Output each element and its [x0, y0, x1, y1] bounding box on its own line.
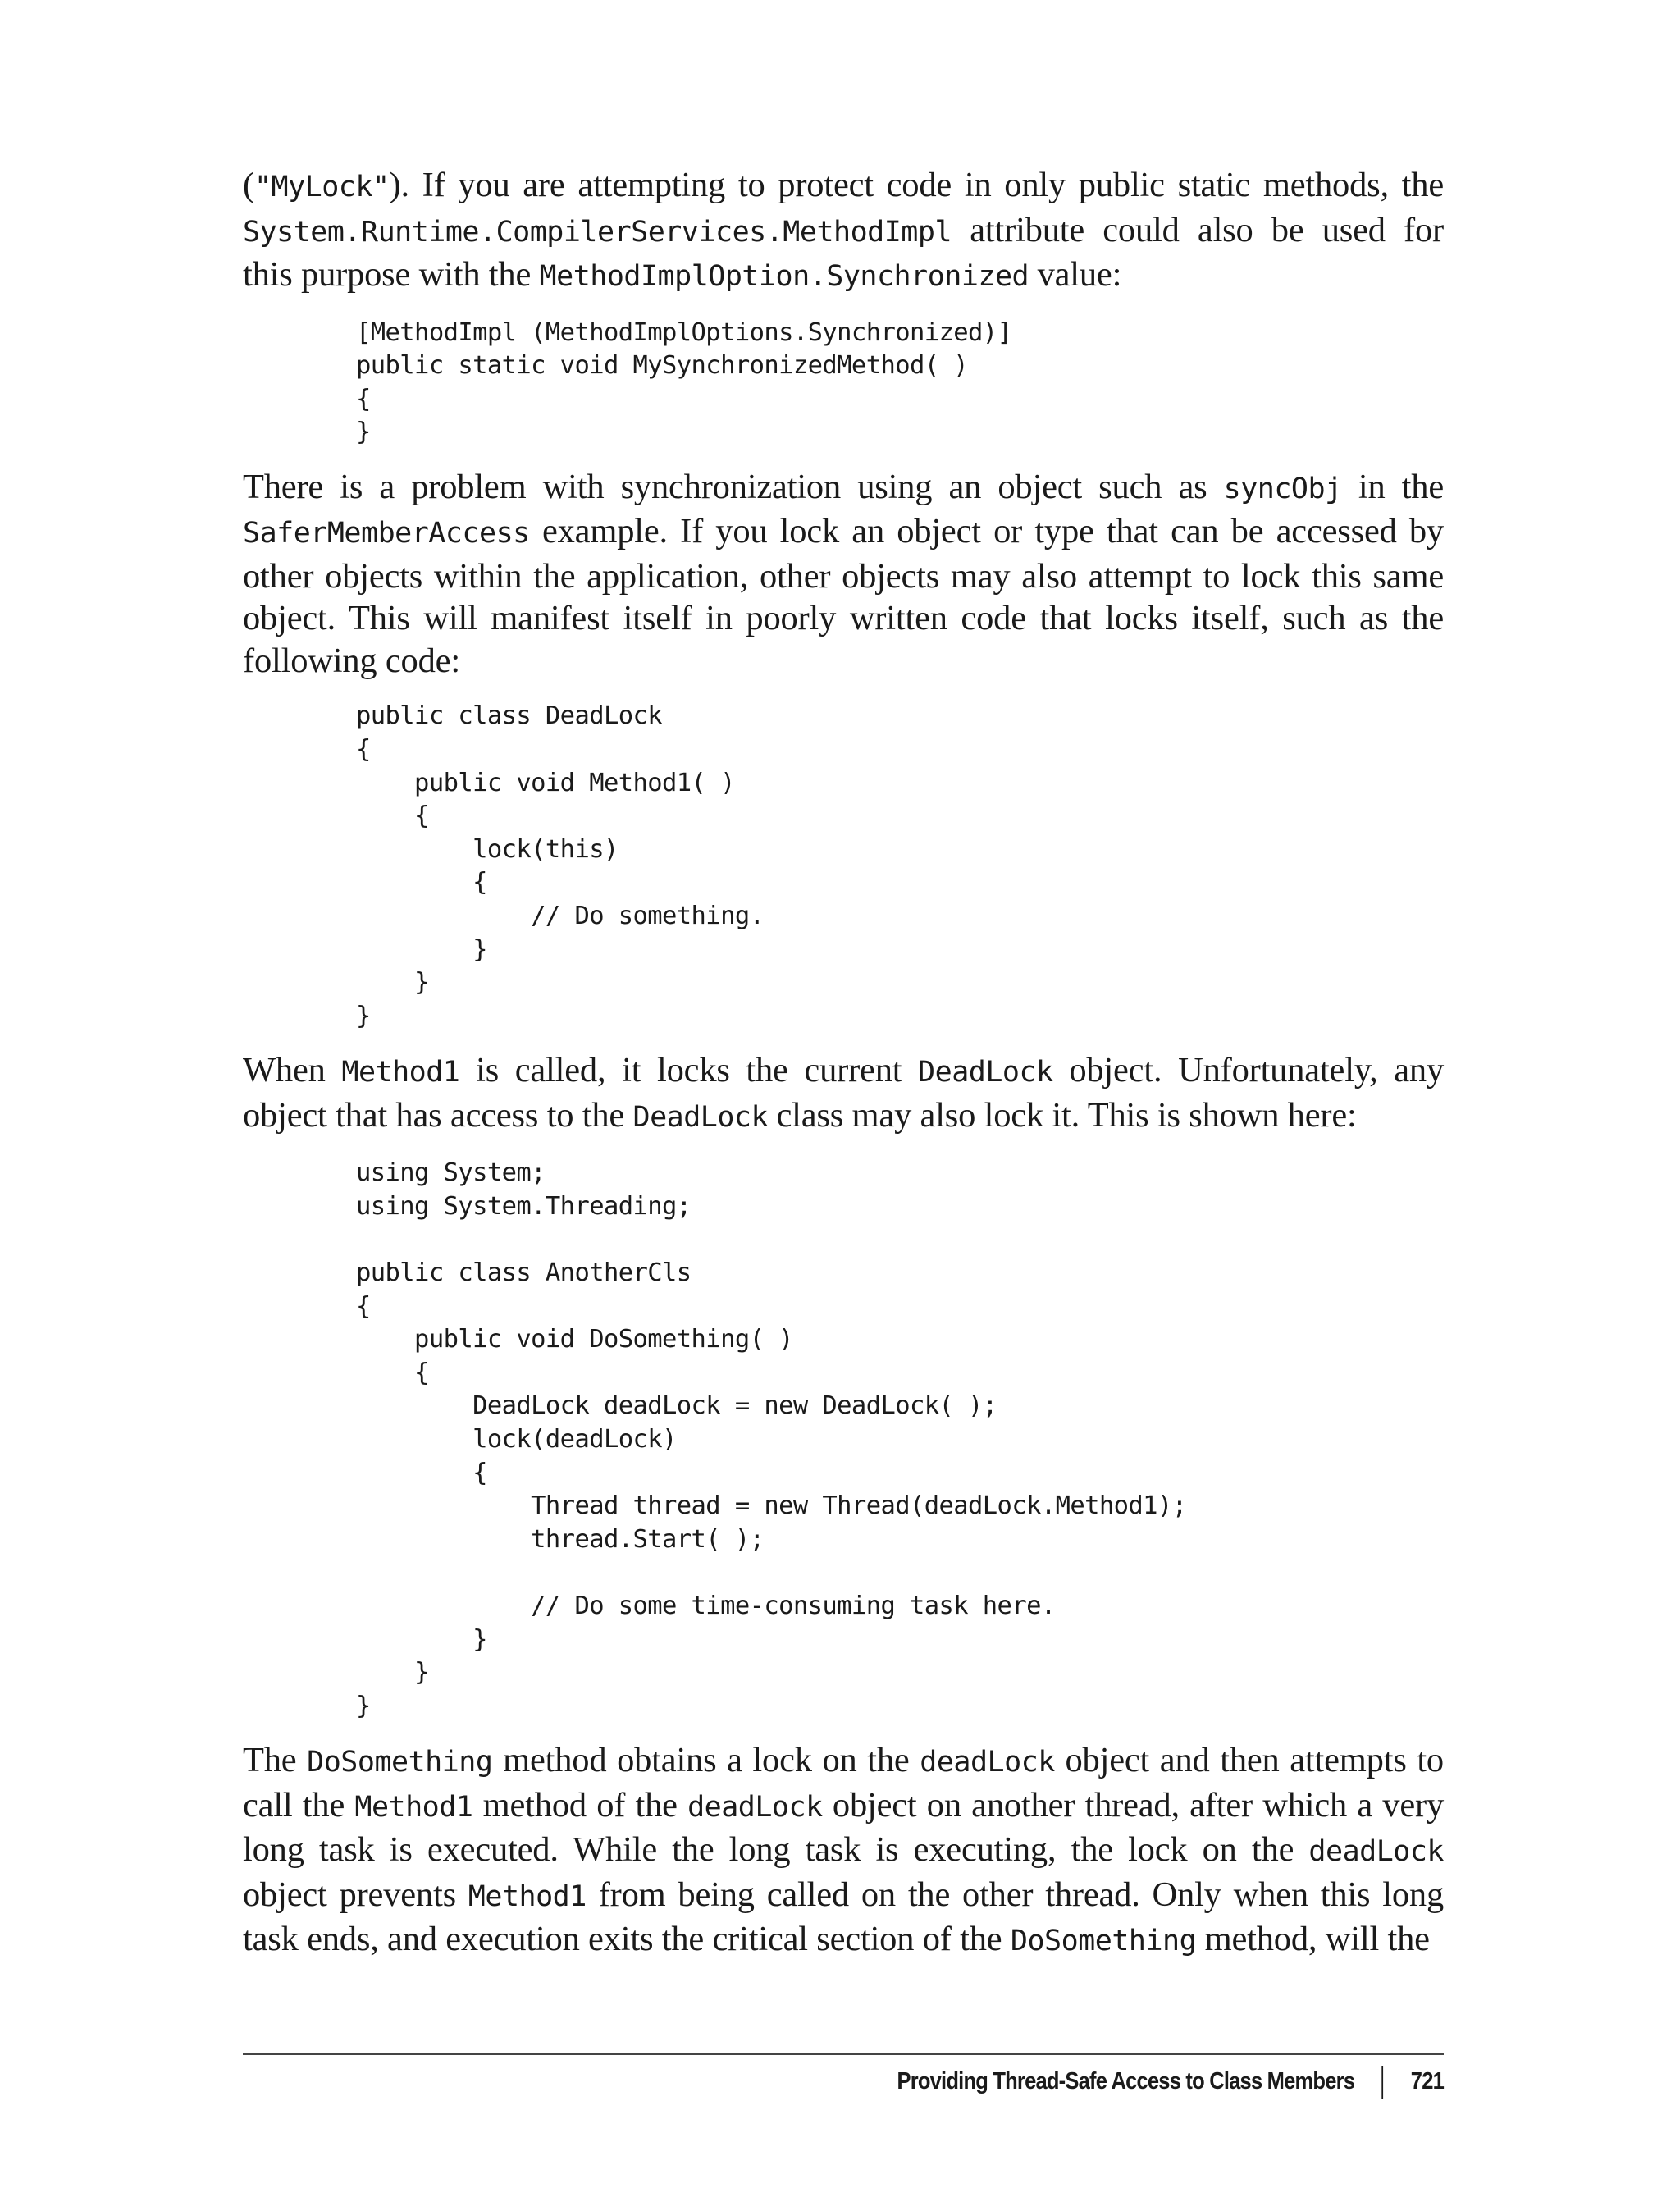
text-run: method, will the	[1196, 1920, 1430, 1959]
text-run: When	[243, 1051, 342, 1090]
text-run: example. If you lock an object or type that can be accessed by other objects within the application, other objects may also attempt to lock this same object. This will manifest itself in poorly written code that locks itself, such as the following code:	[243, 512, 1444, 680]
text-run: There is a problem with synchronization using an object such as	[243, 467, 1224, 506]
text-run: ). If you are attempting to protect code in only public static methods, the	[389, 166, 1444, 204]
inline-code: SaferMemberAccess	[243, 517, 530, 550]
page-body	[243, 164, 1444, 1963]
inline-code: DoSomething	[1010, 1925, 1197, 1958]
running-footer	[387, 2061, 1444, 2102]
text-run: from being called on the other thread. Only when this long task ends, and execution exits the critical section of the	[243, 1875, 1444, 1959]
text-run: method obtains a lock on the	[492, 1741, 920, 1780]
text-run: value:	[1029, 255, 1122, 294]
text-run: The	[243, 1741, 308, 1780]
inline-code: Method1	[341, 1056, 460, 1089]
inline-code: Method1	[468, 1879, 587, 1913]
inline-code: "MyLock"	[253, 171, 390, 203]
text-run: object. Unfortunately, any object that has access to the	[243, 1051, 1444, 1135]
paragraph-sync-problem	[243, 466, 1444, 683]
inline-code: deadLock	[920, 1746, 1055, 1779]
footer-divider	[243, 2053, 1444, 2055]
inline-code: DeadLock	[918, 1056, 1053, 1089]
paragraph-methodimpl-intro	[243, 164, 1444, 299]
text-run: (	[243, 166, 254, 204]
inline-code: DoSomething	[307, 1746, 493, 1779]
text-run: class may also lock it. This is shown here:	[768, 1095, 1357, 1135]
footer-section-title: Providing Thread-Safe Access to Class Members	[897, 2068, 1355, 2094]
inline-code: System.Runtime.CompilerServices.MethodImpl	[243, 215, 952, 249]
inline-code: Method1	[354, 1790, 473, 1824]
inline-code: deadLock	[1308, 1835, 1444, 1869]
page-number: 721	[1410, 2068, 1444, 2094]
footer-separator	[1382, 2066, 1384, 2099]
text-run: in the	[1341, 467, 1444, 506]
code-block-methodimpl: [MethodImpl (MethodImplOptions.Synchronized)] public static void MySynchronizedMethod( ) { }	[356, 317, 1012, 447]
paragraph-method1-lock	[243, 1049, 1444, 1139]
inline-code: syncObj	[1223, 472, 1342, 505]
inline-code: DeadLock	[632, 1100, 769, 1134]
paragraph-dosomething-explanation	[243, 1739, 1444, 1963]
text-run: is called, it locks the current	[459, 1051, 919, 1090]
text-run: object on another thread, after which a very long task is executed. While the long task is executing, the lock on the	[243, 1785, 1444, 1870]
text-run: object and then attempts to call the	[243, 1741, 1444, 1825]
inline-code: MethodImplOption.Synchronized	[539, 260, 1029, 293]
inline-code: deadLock	[687, 1790, 823, 1824]
code-block-deadlock-class: public class DeadLock { public void Method1( ) { lock(this) { // Do something. } } }	[356, 701, 765, 1030]
text-run: method of the	[472, 1785, 688, 1825]
code-block-another-cls: using System; using System.Threading; public class AnotherCls { public void DoSomething( ) { DeadLock deadLock = new DeadLock( ); lock(deadLock) { Thread thread = new Thread(deadLock.Method1); thread.Start( ); // Do some time-consuming task here. } } }	[356, 1158, 1187, 1720]
text-run: object prevents	[243, 1875, 468, 1914]
text-run: attribute could also be used for this purpose with the	[243, 210, 1444, 294]
